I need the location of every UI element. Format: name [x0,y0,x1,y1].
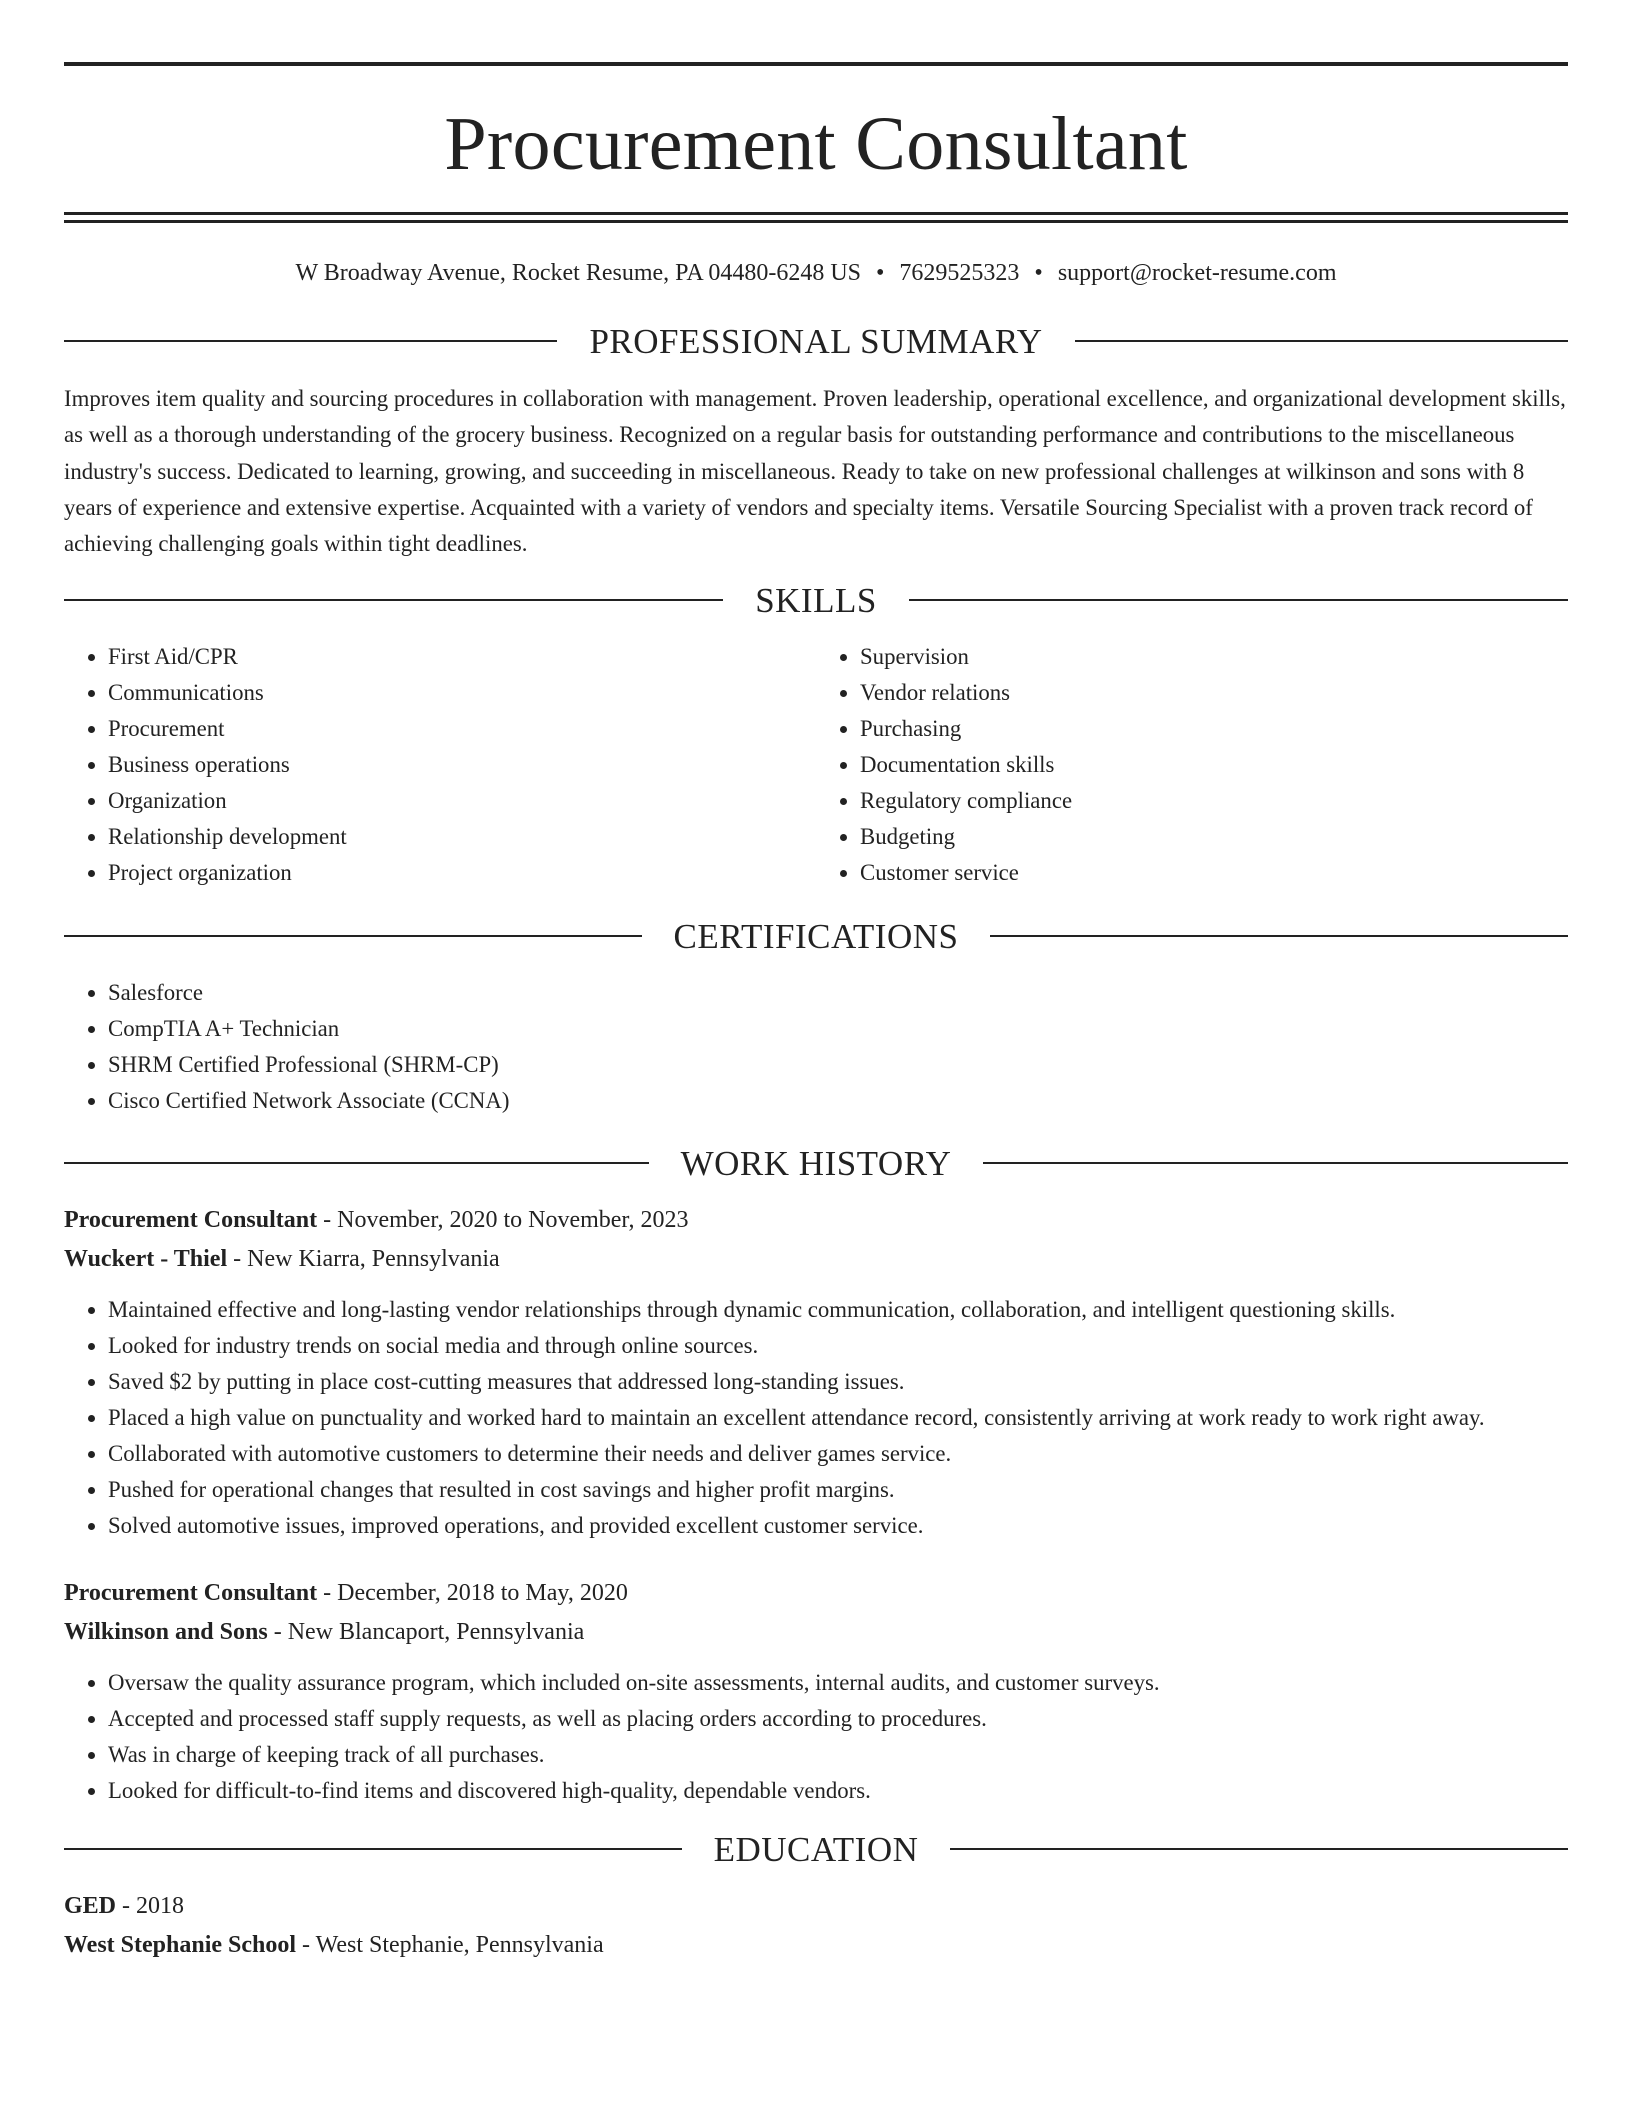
education-degree-line [64,1887,1568,1926]
job-bullet: • Solved automotive issues, improved operations, and provided excellent customer service. [108,1508,1568,1544]
certifications-section-heading [64,916,1568,956]
section-rule [909,599,1568,601]
skill-item: • Budgeting [860,819,1568,855]
dash: - [323,1580,332,1607]
skill-item: • Relationship development [108,819,816,855]
job-bullets [64,1665,1568,1809]
skill-item: • Supervision [860,639,1568,675]
job-company-line [64,1240,1568,1279]
skill-item: • First Aid/CPR [108,639,816,675]
education-school: West Stephanie School [64,1931,297,1958]
job-bullet: • Pushed for operational changes that resulted in cost savings and higher profit margins. [108,1472,1568,1508]
section-title: SKILLS [755,580,877,620]
section-title: CERTIFICATIONS [673,916,959,956]
resume-name: Procurement Consultant [444,102,1188,186]
section-title: WORK HISTORY [680,1143,952,1183]
skill-item: • Business operations [108,747,816,783]
skill-item: • Customer service [860,855,1568,891]
certification-item: • Cisco Certified Network Associate (CCNA) [108,1083,1568,1119]
education-degree: GED [64,1893,117,1920]
job-bullet: • Accepted and processed staff supply requests, as well as placing orders according to procedures. [108,1701,1568,1737]
certifications-list [64,975,1568,1119]
education-year: 2018 [136,1893,185,1920]
job-bullet: • Collaborated with automotive customers to determine their needs and deliver games service. [108,1436,1568,1472]
certification-item: • Salesforce [108,975,1568,1011]
skill-item: • Procurement [108,711,816,747]
summary-text: Improves item quality and sourcing procedures in collaboration with management. Proven leadership, operational excellence, and organizational development skills, as well as a thorough understanding of the grocery business. Recognized on a regular basis for outstanding performance and contributions to the miscellaneous industry's success. Dedicated to learning, growing, and succeeding in miscellaneous. Ready to take on new professional challenges at wilkinson and sons with 8 years of experience and extensive expertise. Acquainted with a variety of vendors and specialty items. Versatile Sourcing Specialist with a proven track record of achieving challenging goals within tight deadlines. [64,386,1566,557]
skill-item: • Documentation skills [860,747,1568,783]
section-rule [64,1162,649,1164]
job-company: Wuckert - Thiel [64,1245,228,1272]
job-location: New Blancaport, Pennsylvania [287,1618,585,1645]
certification-item: • CompTIA A+ Technician [108,1011,1568,1047]
section-rule [64,935,642,937]
contact-phone[interactable]: 7629525323 [899,260,1020,286]
section-rule [983,1162,1568,1164]
job-bullet: • Looked for difficult-to-find items and discovered high-quality, dependable vendors. [108,1773,1568,1809]
dash: - [302,1931,311,1958]
section-rule [1075,340,1568,342]
job-bullet: • Saved $2 by putting in place cost-cutting measures that addressed long-standing issues. [108,1364,1568,1400]
section-rule [990,935,1568,937]
dash: - [273,1618,282,1645]
job-title: Procurement Consultant [64,1207,318,1234]
job-bullet: • Placed a high value on punctuality and worked hard to maintain an excellent attendance record, consistently arriving at work ready to work right away. [108,1400,1568,1436]
job-bullet: • Oversaw the quality assurance program, which included on-site assessments, internal audits, and customer surveys. [108,1665,1568,1701]
dash: - [233,1245,242,1272]
job-title-line [64,1201,1568,1240]
skill-item: • Vendor relations [860,675,1568,711]
job-bullet: • Was in charge of keeping track of all purchases. [108,1737,1568,1773]
job-title-line [64,1574,1568,1613]
skills-column-left [64,639,816,891]
summary-section-heading [64,321,1568,361]
section-rule [64,340,557,342]
job-entry [64,1201,1568,1544]
education-location: West Stephanie, Pennsylvania [315,1931,604,1958]
dash: - [122,1893,131,1920]
section-rule [64,1848,682,1850]
job-location: New Kiarra, Pennsylvania [247,1245,500,1272]
skills-column-right [816,639,1568,891]
skills-section-heading [64,580,1568,620]
job-dates: November, 2020 to November, 2023 [337,1207,689,1234]
education-school-line [64,1926,1568,1965]
education-section-heading [64,1829,1568,1869]
job-title: Procurement Consultant [64,1580,318,1607]
job-entry [64,1574,1568,1809]
work-section-heading [64,1143,1568,1183]
job-company-line [64,1613,1568,1652]
skill-item: • Communications [108,675,816,711]
skill-item: • Purchasing [860,711,1568,747]
job-bullets [64,1292,1568,1544]
contact-separator: • [1034,260,1043,286]
job-dates: December, 2018 to May, 2020 [337,1580,628,1607]
dash: - [323,1207,332,1234]
section-rule [64,599,723,601]
education-entry [64,1887,1568,1964]
skill-item: • Regulatory compliance [860,783,1568,819]
certification-item: • SHRM Certified Professional (SHRM-CP) [108,1047,1568,1083]
header-double-rule [64,212,1568,223]
contact-line [64,261,1568,285]
contact-separator: • [876,260,885,286]
job-bullet: • Looked for industry trends on social media and through online sources. [108,1328,1568,1364]
job-company: Wilkinson and Sons [64,1618,268,1645]
skill-item: • Organization [108,783,816,819]
contact-address: W Broadway Avenue, Rocket Resume, PA 04480-6248 US [295,260,861,286]
section-title: PROFESSIONAL SUMMARY [589,321,1043,361]
contact-email[interactable]: support@rocket-resume.com [1057,260,1337,286]
section-rule [950,1848,1568,1850]
header-top-rule [64,62,1568,66]
job-bullet: • Maintained effective and long-lasting vendor relationships through dynamic communication, collaboration, and intelligent questioning skills. [108,1292,1568,1328]
skill-item: • Project organization [108,855,816,891]
skills-list [64,639,1568,891]
section-title: EDUCATION [713,1829,919,1869]
